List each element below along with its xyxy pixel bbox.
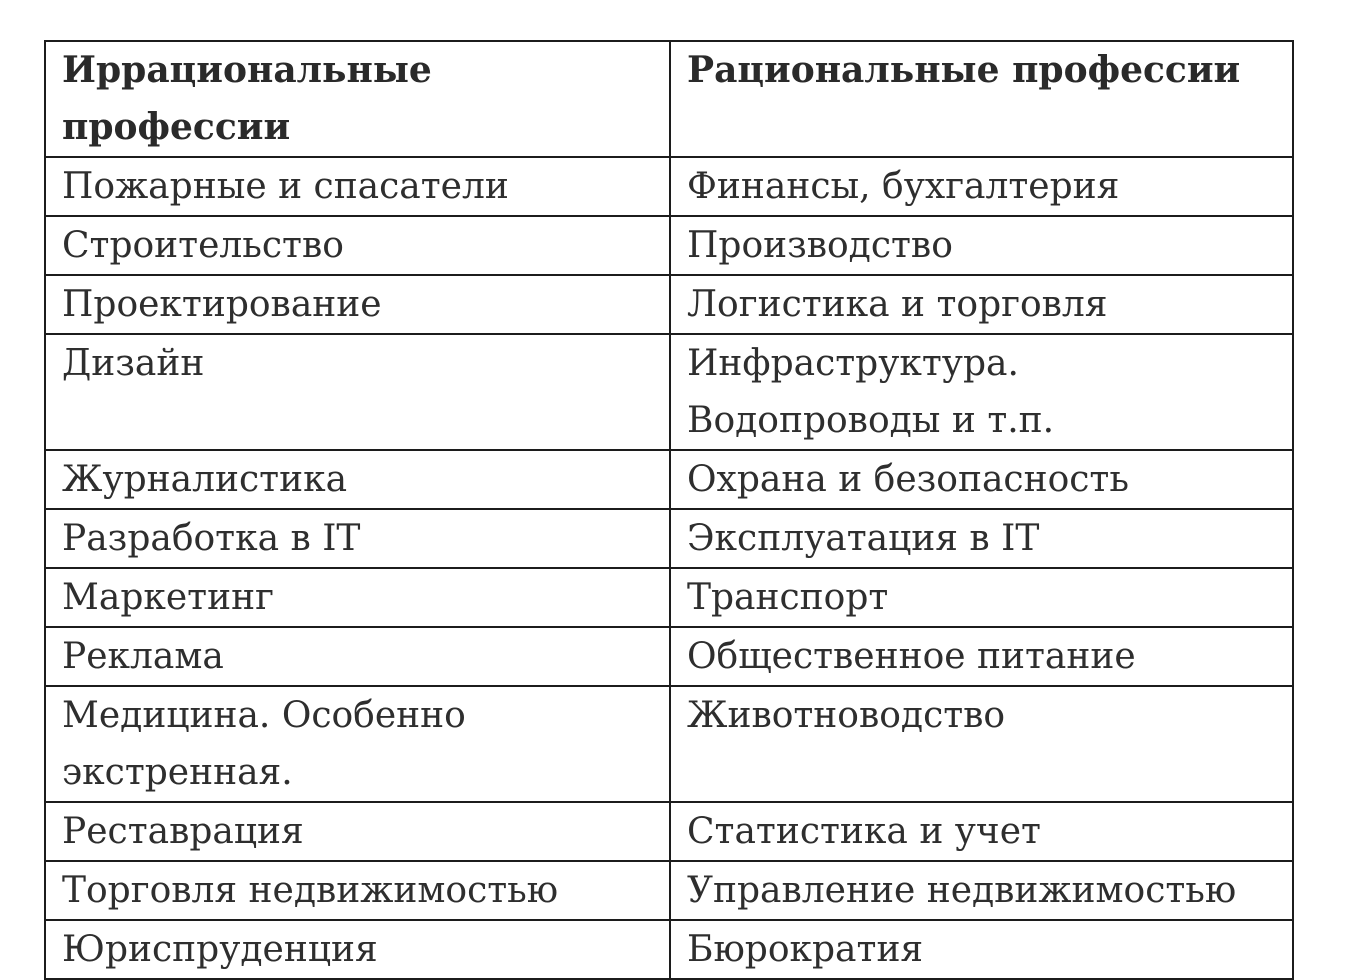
header-irrational-professions: Иррациональные профессии	[45, 41, 670, 157]
rational-cell: Производство	[670, 216, 1293, 275]
table-row	[45, 450, 1293, 509]
irrational-cell: Журналистика	[45, 450, 670, 509]
irrational-cell: Строительство	[45, 216, 670, 275]
rational-cell: Общественное питание	[670, 627, 1293, 686]
rational-cell: Охрана и безопасность	[670, 450, 1293, 509]
header-rational-professions: Рациональные профессии	[670, 41, 1293, 157]
rational-cell: Животноводство	[670, 686, 1293, 802]
table-row	[45, 157, 1293, 216]
irrational-cell: Маркетинг	[45, 568, 670, 627]
professions-table-container	[44, 40, 1292, 980]
table-row	[45, 861, 1293, 920]
table-row	[45, 334, 1293, 450]
table-row	[45, 686, 1293, 802]
irrational-cell: Проектирование	[45, 275, 670, 334]
rational-cell: Транспорт	[670, 568, 1293, 627]
irrational-cell: Медицина. Особенно экстренная.	[45, 686, 670, 802]
irrational-cell: Юриспруденция	[45, 920, 670, 979]
irrational-cell: Дизайн	[45, 334, 670, 450]
irrational-cell: Пожарные и спасатели	[45, 157, 670, 216]
rational-cell: Статистика и учет	[670, 802, 1293, 861]
table-row	[45, 627, 1293, 686]
table-row	[45, 802, 1293, 861]
irrational-cell: Торговля недвижимостью	[45, 861, 670, 920]
table-row	[45, 216, 1293, 275]
rational-cell: Управление недвижимостью	[670, 861, 1293, 920]
irrational-cell: Разработка в IT	[45, 509, 670, 568]
table-row	[45, 509, 1293, 568]
rational-cell: Финансы, бухгалтерия	[670, 157, 1293, 216]
table-row	[45, 568, 1293, 627]
table-row	[45, 275, 1293, 334]
professions-table	[44, 40, 1294, 980]
irrational-cell: Реставрация	[45, 802, 670, 861]
rational-cell: Инфраструктура. Водопроводы и т.п.	[670, 334, 1293, 450]
rational-cell: Логистика и торговля	[670, 275, 1293, 334]
rational-cell: Бюрократия	[670, 920, 1293, 979]
rational-cell: Эксплуатация в IT	[670, 509, 1293, 568]
table-header-row	[45, 41, 1293, 157]
irrational-cell: Реклама	[45, 627, 670, 686]
